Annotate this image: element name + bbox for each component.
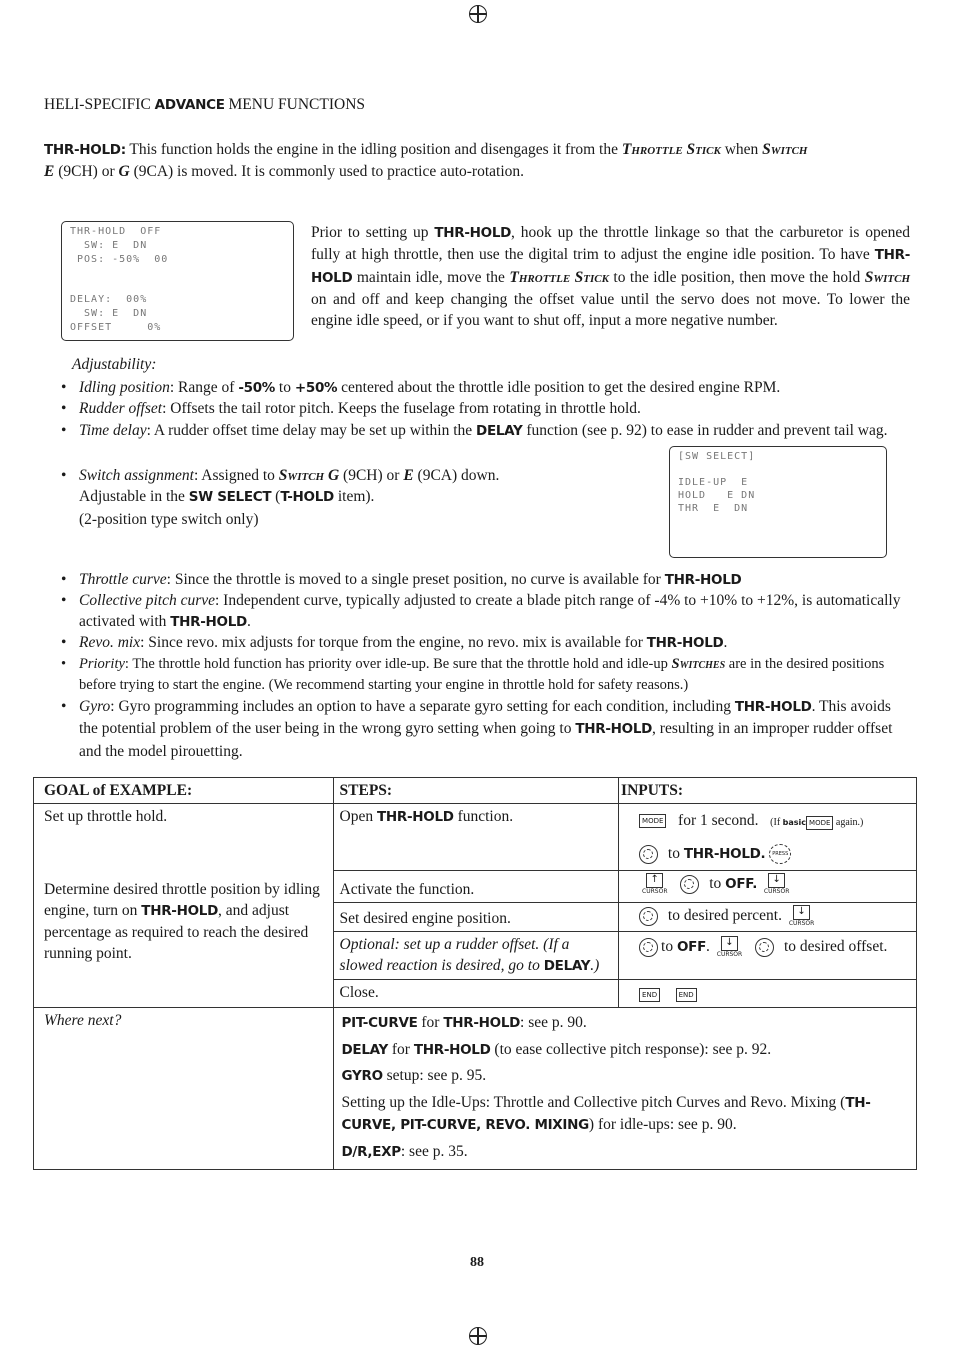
example-table bbox=[33, 777, 917, 1170]
step-activate: Activate the function. bbox=[333, 871, 619, 903]
bullet-time-delay: • Time delay: A rudder offset time delay may be set up within the DELAY function (see p. 92) to ease in rudder and prevent tail wag. bbox=[61, 422, 888, 439]
lcd-line: [SW SELECT] bbox=[678, 451, 756, 462]
table-row bbox=[34, 804, 917, 871]
lcd-line: THR-HOLD OFF bbox=[70, 226, 162, 237]
bullet-priority: • Priority: The throttle hold function has priority over idle-up. Be sure that the throttle hold and idle-up Switches are in the desired positions before trying to start the engine. (We recommend starting your engine in throttle hold for safety reasons.) bbox=[61, 656, 885, 694]
list-item: D/R,EXP: see p. 35. bbox=[341, 1142, 468, 1160]
list-item: Setting up the Idle-Ups: Throttle and Collective pitch Curves and Revo. Mixing (TH-CURVE, PIT-CURVE, REVO. MIXING) for idle-ups: see p. 90. bbox=[341, 1093, 871, 1133]
table-row bbox=[34, 1008, 917, 1170]
step-optional: Optional: set up a rudder offset. (If a slowed reaction is desired, go to DELAY.) bbox=[333, 932, 619, 980]
cursor-down-icon: ↓ CURSOR bbox=[788, 906, 815, 928]
inputs-close bbox=[619, 980, 917, 1008]
header-goal: GOAL of EXAMPLE: bbox=[34, 778, 334, 804]
lcd-line: DELAY: 00% bbox=[70, 294, 148, 305]
bullet-gyro: • Gyro: Gyro programming includes an option to have a separate gyro setting for each condition, including THR-HOLD. This avoids the potential problem of the user being in the wrong gyro setting when going to THR-HOLD, resulting in an improper rudder offset and the model pirouetting. bbox=[61, 698, 893, 760]
lcd-screen-thr-hold bbox=[61, 221, 294, 341]
lcd-line: OFFSET 0% bbox=[70, 322, 162, 333]
press-icon: PRESS bbox=[769, 844, 791, 864]
inputs-activate: ↑ CURSOR to OFF. ↓ CURSOR bbox=[619, 871, 917, 903]
header-inputs: INPUTS: bbox=[619, 778, 917, 804]
lcd-line: THR E DN bbox=[678, 503, 749, 514]
dial-icon bbox=[680, 875, 699, 894]
table-header-row bbox=[34, 778, 917, 804]
bullet-collective-pitch-curve: • Collective pitch curve: Independent curve, typically adjusted to create a blade pitch range of -4% to +10% to +12%, is automatically activated with THR-HOLD. bbox=[61, 592, 901, 631]
bullet-rudder-offset: • Rudder offset: Offsets the tail rotor pitch. Keeps the fuselage from rotating in throttle hold. bbox=[61, 400, 641, 417]
dial-icon bbox=[639, 938, 658, 957]
mode-key-icon: MODE bbox=[639, 814, 666, 828]
inputs-set-position: to desired percent. ↓ CURSOR bbox=[619, 903, 917, 932]
cursor-up-icon: ↑ CURSOR bbox=[642, 874, 668, 896]
lcd-line: HOLD E DN bbox=[678, 490, 756, 501]
page-number: 88 bbox=[470, 1255, 484, 1270]
lcd-screen-sw-select bbox=[669, 446, 887, 558]
list-item: DELAY for THR-HOLD (to ease collective pitch response): see p. 92. bbox=[341, 1040, 772, 1058]
cursor-down-icon: ↓ CURSOR bbox=[763, 874, 790, 896]
cursor-down-icon: ↓ CURSOR bbox=[716, 937, 743, 959]
prior-paragraph: Prior to setting up THR-HOLD, hook up the throttle linkage so that the carburetor is opened fully at high throttle, then use the digital trim to adjust the engine idle position. To have THR- HOLD maintain idle, move the Throttle Stick to the idle position, then move the hold Switch on and off and keep changing the offset value until the servo does not move. To lower the engine idle speed, or if you want to shut off, input a more negative number. bbox=[311, 224, 910, 330]
inputs-open: MODE for 1 second. (If basic MODE again.) to THR-HOLD. PRESS bbox=[619, 804, 917, 871]
section-heading: HELI-SPECIFIC ADVANCE MENU FUNCTIONS bbox=[44, 96, 366, 113]
end-key-icon: END bbox=[676, 988, 697, 1002]
dial-icon bbox=[639, 907, 658, 926]
goal-text: Determine desired throttle position by idling engine, turn on THR-HOLD, and adjust percentage as required to reach the desired running point. bbox=[44, 881, 320, 962]
bullet-idling-position: • Idling position: Range of -50% to +50% centered about the throttle idle position to get the desired engine RPM. bbox=[61, 379, 781, 396]
bullet-throttle-curve: • Throttle curve: Since the throttle is moved to a single preset position, no curve is available for THR-HOLD bbox=[61, 571, 742, 588]
registration-mark-bottom bbox=[469, 1327, 487, 1345]
list-item: PIT-CURVE for THR-HOLD: see p. 90. bbox=[341, 1014, 587, 1031]
step-close: Close. bbox=[333, 980, 619, 1008]
lcd-line: IDLE-UP E bbox=[678, 477, 749, 488]
adjustability-heading: Adjustability: bbox=[72, 356, 157, 373]
lcd-line: SW: E DN bbox=[70, 240, 148, 251]
inputs-optional: to OFF. ↓ CURSOR to desired offset. bbox=[619, 932, 917, 980]
goal-cell bbox=[34, 804, 334, 1008]
goal-text: Set up throttle hold. bbox=[44, 808, 168, 825]
lcd-line: POS: -50% 00 bbox=[70, 254, 169, 265]
step-set-position: Set desired engine position. bbox=[333, 903, 619, 932]
bullet-revo-mix: • Revo. mix: Since revo. mix adjusts for torque from the engine, no revo. mix is available for THR-HOLD. bbox=[61, 634, 728, 651]
step-open: Open THR-HOLD function. bbox=[333, 804, 619, 871]
end-key-icon: END bbox=[639, 988, 660, 1002]
dial-icon bbox=[639, 845, 658, 864]
lcd-line: SW: E DN bbox=[70, 308, 148, 319]
list-item: GYRO setup: see p. 95. bbox=[341, 1067, 487, 1084]
header-steps: STEPS: bbox=[333, 778, 619, 804]
intro-paragraph: THR-HOLD: This function holds the engine in the idling position and disengages it from the Throttle Stick when Switch E (9CH) or G (9CA) is moved. It is commonly used to practice auto-rotation. bbox=[44, 141, 808, 181]
registration-mark-top bbox=[469, 5, 487, 23]
where-next-label: Where next? bbox=[34, 1008, 334, 1170]
where-next-list bbox=[333, 1008, 916, 1170]
mode-key-icon: MODE bbox=[806, 816, 833, 830]
dial-icon bbox=[755, 938, 774, 957]
bullet-switch-assignment: • Switch assignment: Assigned to Switch G (9CH) or E (9CA) down. Adjustable in the SW SELECT (T-HOLD item). (2-position type switch only) bbox=[61, 467, 500, 528]
